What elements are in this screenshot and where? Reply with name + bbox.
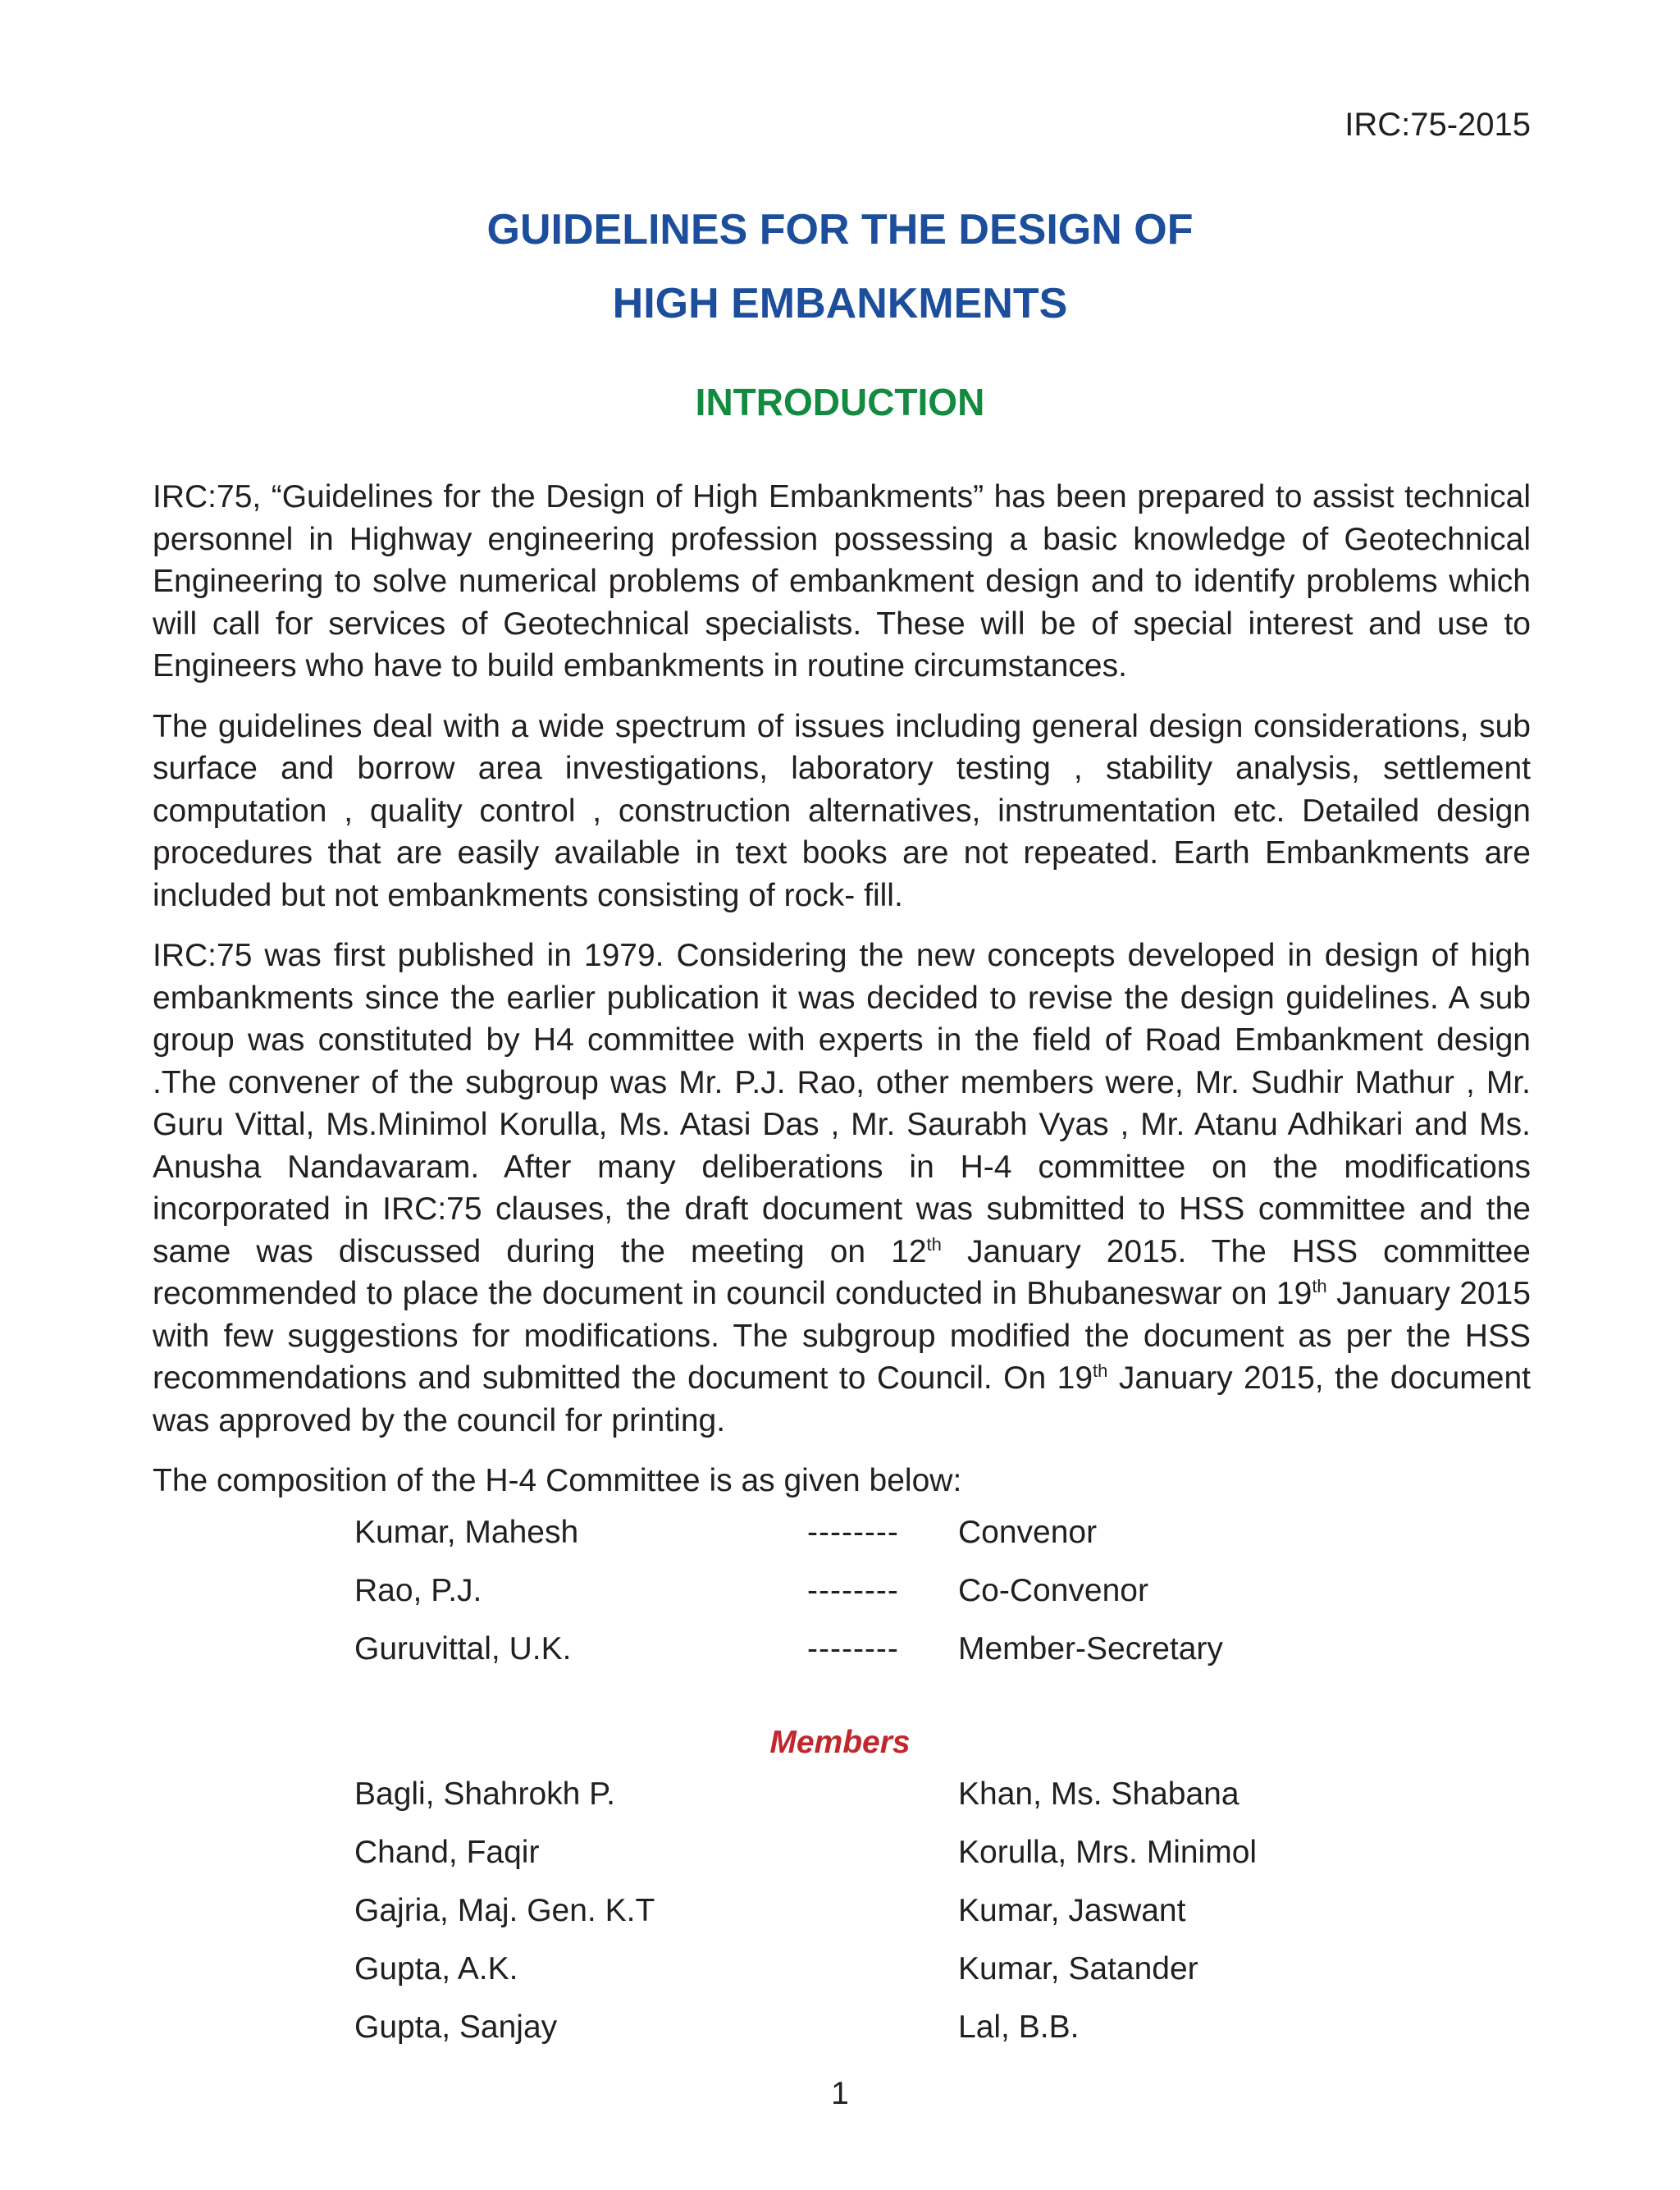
member-name: Chand, Faqir bbox=[354, 1835, 540, 1870]
member-name: Kumar, Satander bbox=[958, 1951, 1198, 1987]
member-name: Gupta, Sanjay bbox=[354, 2009, 558, 2045]
committee-officers bbox=[354, 1515, 1421, 1689]
member-name: Korulla, Mrs. Minimol bbox=[958, 1835, 1258, 1870]
paragraph-3-part-3: January 2015 with few suggestions for modifications. The subgroup modified the document as per the HSS recommendations and submitted the document to Council. On 19 bbox=[153, 1276, 1531, 1396]
paragraph-1: IRC:75, “Guidelines for the Design of High Embankments” has been prepared to assist technical personnel in Highway engineering profession possessing a basic knowledge of Geotechnical Engineering to solve numerical problems of embankment design and to identify problems which will call for services of Geotechnical specialists. These will be of special interest and use to Engineers who have to build embankments in routine circumstances. bbox=[153, 479, 1531, 684]
member-name: Gajria, Maj. Gen. K.T bbox=[354, 1893, 655, 1928]
member-name: Kumar, Jaswant bbox=[958, 1893, 1186, 1928]
members-row bbox=[354, 1951, 1421, 2009]
committee-separator: -------- bbox=[807, 1631, 899, 1667]
member-name: Lal, B.B. bbox=[958, 2009, 1080, 2045]
composition-intro: The composition of the H-4 Committee is as given below: bbox=[153, 1463, 962, 1498]
member-name: Khan, Ms. Shabana bbox=[958, 1776, 1239, 1812]
paragraph-3-part-2: January 2015. The HSS committee recommended to place the document in council conducted in Bhubaneswar on 19 bbox=[153, 1233, 1531, 1311]
section-heading: INTRODUCTION bbox=[695, 381, 985, 423]
committee-separator: -------- bbox=[807, 1515, 899, 1550]
title-line-1: GUIDELINES FOR THE DESIGN OF bbox=[486, 206, 1194, 254]
paragraph-2: The guidelines deal with a wide spectrum of issues including general design considerations, sub surface and borrow area investigations, laboratory testing , stability analysis, settlement computation , quality control , construction alternatives, instrumentation etc. Detailed design procedures that are easily available in text books are not repeated. Earth Embankments are included but not embankments consisting of rock- fill. bbox=[153, 708, 1531, 913]
members-row bbox=[354, 1893, 1421, 1951]
members-row bbox=[354, 1835, 1421, 1893]
document-code: IRC:75-2015 bbox=[1344, 107, 1531, 143]
committee-role: Convenor bbox=[958, 1515, 1098, 1550]
members-heading: Members bbox=[769, 1725, 911, 1760]
member-name: Bagli, Shahrokh P. bbox=[354, 1776, 615, 1812]
members-list bbox=[354, 1776, 1421, 2068]
committee-role: Member-Secretary bbox=[958, 1631, 1223, 1667]
committee-row bbox=[354, 1631, 1421, 1689]
paragraph-3-part-4: January 2015, the document was approved by the council for printing. bbox=[153, 1360, 1532, 1438]
members-row bbox=[354, 1776, 1421, 1835]
introduction-body bbox=[153, 476, 1531, 1520]
members-row bbox=[354, 2009, 1421, 2068]
title-line-2: HIGH EMBANKMENTS bbox=[612, 280, 1068, 327]
committee-name: Guruvittal, U.K. bbox=[354, 1631, 572, 1667]
committee-separator: -------- bbox=[807, 1573, 899, 1608]
ordinal-suffix: th bbox=[1312, 1276, 1327, 1296]
committee-role: Co-Convenor bbox=[958, 1573, 1148, 1608]
committee-name: Kumar, Mahesh bbox=[354, 1515, 579, 1550]
page-number: 1 bbox=[831, 2076, 849, 2111]
paragraph-3-part-1: IRC:75 was first published in 1979. Considering the new concepts developed in design of high embankments since the earlier publication it was decided to revise the design guidelines. A sub group was constituted by H4 committee with experts in the field of Road Embankment design .The convener of the subgroup was Mr. P.J. Rao, other members were, Mr. Sudhir Mathur , Mr. Guru Vittal, Ms.Minimol Korulla, Ms. Atasi Das , Mr. Saurabh Vyas , Mr. Atanu Adhikari and Ms. Anusha Nandavaram. After many deliberations in H-4 committee on the modifications incorporated in IRC:75 clauses, the draft document was submitted to HSS committee and the same was discussed during the meeting on 12 bbox=[153, 938, 1531, 1269]
committee-name: Rao, P.J. bbox=[354, 1573, 482, 1608]
committee-row bbox=[354, 1515, 1421, 1573]
paragraph-3 bbox=[153, 935, 1531, 1442]
ordinal-suffix: th bbox=[926, 1233, 942, 1255]
document-title bbox=[0, 193, 1680, 341]
member-name: Gupta, A.K. bbox=[354, 1951, 518, 1987]
committee-row bbox=[354, 1573, 1421, 1631]
ordinal-suffix: th bbox=[1093, 1360, 1108, 1381]
